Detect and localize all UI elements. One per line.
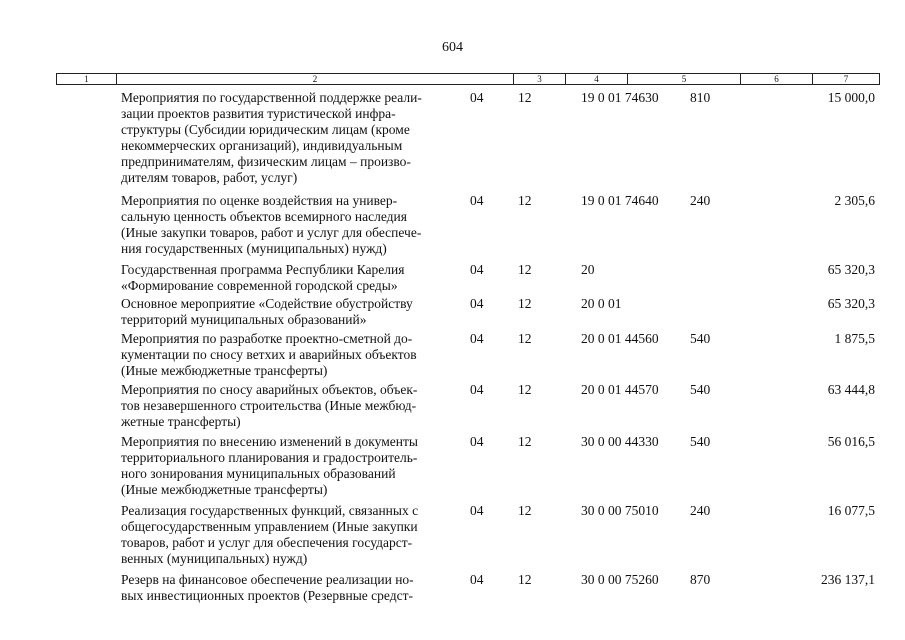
expense-type-code: 540 — [690, 434, 711, 449]
row-description — [121, 503, 461, 567]
description-line: «Формирование современной городской среды» — [121, 278, 398, 293]
description-line: жетные трансферты) — [121, 414, 241, 429]
description-line: вых инвестиционных проектов (Резервные средст- — [121, 588, 413, 603]
row-description — [121, 331, 461, 379]
page-number: 604 — [442, 40, 463, 55]
subsection-code: 12 — [518, 296, 532, 311]
column-header-7: 7 — [812, 74, 879, 84]
description-line: товаров, работ и услуг для обеспечения государст- — [121, 535, 413, 550]
row-description — [121, 434, 461, 498]
subsection-code: 12 — [518, 572, 532, 587]
description-line: некоммерческих организаций), индивидуальным — [121, 138, 403, 153]
row-description — [121, 382, 461, 430]
description-line: Основное мероприятие «Содействие обустройству — [121, 296, 413, 311]
column-header-3: 3 — [513, 74, 565, 84]
row-description — [121, 572, 461, 604]
amount: 65 320,3 — [827, 262, 875, 277]
description-line: структуры (Субсидии юридическим лицам (кроме — [121, 122, 410, 137]
section-code: 04 — [470, 296, 484, 311]
subsection-code: 12 — [518, 193, 532, 208]
description-line: зации проектов развития туристической инфра- — [121, 106, 396, 121]
section-code: 04 — [470, 572, 484, 587]
description-line: кументации по сносу ветхих и аварийных объектов — [121, 347, 417, 362]
section-code: 04 — [470, 262, 484, 277]
row-description — [121, 193, 461, 257]
description-line: венных (муниципальных) нужд) — [121, 551, 308, 566]
description-line: общегосударственным управлением (Иные закупки — [121, 519, 418, 534]
target-article-code: 20 0 01 44560 — [581, 331, 659, 346]
target-article-code: 19 0 01 74630 — [581, 90, 659, 105]
subsection-code: 12 — [518, 262, 532, 277]
section-code: 04 — [470, 331, 484, 346]
description-line: Резерв на финансовое обеспечение реализации но- — [121, 572, 414, 587]
column-header-6: 6 — [740, 74, 812, 84]
target-article-code: 19 0 01 74640 — [581, 193, 659, 208]
description-line: Государственная программа Республики Карелия — [121, 262, 405, 277]
target-article-code: 30 0 00 75010 — [581, 503, 659, 518]
column-header-4: 4 — [565, 74, 627, 84]
section-code: 04 — [470, 503, 484, 518]
amount: 65 320,3 — [827, 296, 875, 311]
description-line: ного зонирования муниципальных образований — [121, 466, 396, 481]
amount: 56 016,5 — [827, 434, 875, 449]
section-code: 04 — [470, 434, 484, 449]
description-line: территориального планирования и градостроитель- — [121, 450, 418, 465]
amount: 63 444,8 — [827, 382, 875, 397]
target-article-code: 20 — [581, 262, 595, 277]
description-line: (Иные межбюджетные трансферты) — [121, 482, 328, 497]
subsection-code: 12 — [518, 382, 532, 397]
subsection-code: 12 — [518, 331, 532, 346]
description-line: сальную ценность объектов всемирного наследия — [121, 209, 407, 224]
amount: 1 875,5 — [834, 331, 875, 346]
column-header-2: 2 — [116, 74, 513, 84]
column-header-1: 1 — [84, 74, 89, 84]
description-line: Мероприятия по государственной поддержке реали- — [121, 90, 422, 105]
row-description — [121, 296, 461, 328]
target-article-code: 20 0 01 44570 — [581, 382, 659, 397]
description-line: Мероприятия по сносу аварийных объектов, объек- — [121, 382, 418, 397]
description-line: тов незавершенного строительства (Иные межбюд- — [121, 398, 417, 413]
description-line: ния государственных (муниципальных) нужд) — [121, 241, 387, 256]
target-article-code: 30 0 00 44330 — [581, 434, 659, 449]
row-description — [121, 262, 461, 294]
expense-type-code: 240 — [690, 503, 711, 518]
amount: 15 000,0 — [827, 90, 875, 105]
subsection-code: 12 — [518, 90, 532, 105]
expense-type-code: 240 — [690, 193, 711, 208]
expense-type-code: 810 — [690, 90, 711, 105]
column-header-5: 5 — [627, 74, 740, 84]
row-description — [121, 90, 461, 186]
description-line: дителям товаров, работ, услуг) — [121, 170, 298, 185]
section-code: 04 — [470, 90, 484, 105]
description-line: предпринимателям, физическим лицам – произво- — [121, 154, 411, 169]
description-line: Мероприятия по оценке воздействия на универ- — [121, 193, 398, 208]
target-article-code: 30 0 00 75260 — [581, 572, 659, 587]
table-header-row — [56, 73, 880, 85]
expense-type-code: 540 — [690, 331, 711, 346]
description-line: территорий муниципальных образований» — [121, 312, 367, 327]
description-line: Реализация государственных функций, связанных с — [121, 503, 419, 518]
description-line: Мероприятия по внесению изменений в документы — [121, 434, 418, 449]
amount: 236 137,1 — [821, 572, 875, 587]
subsection-code: 12 — [518, 503, 532, 518]
expense-type-code: 540 — [690, 382, 711, 397]
expense-type-code: 870 — [690, 572, 711, 587]
section-code: 04 — [470, 382, 484, 397]
amount: 2 305,6 — [834, 193, 875, 208]
description-line: (Иные закупки товаров, работ и услуг для обеспече- — [121, 225, 422, 240]
subsection-code: 12 — [518, 434, 532, 449]
amount: 16 077,5 — [827, 503, 875, 518]
description-line: Мероприятия по разработке проектно-сметной до- — [121, 331, 413, 346]
description-line: (Иные межбюджетные трансферты) — [121, 363, 328, 378]
section-code: 04 — [470, 193, 484, 208]
target-article-code: 20 0 01 — [581, 296, 622, 311]
